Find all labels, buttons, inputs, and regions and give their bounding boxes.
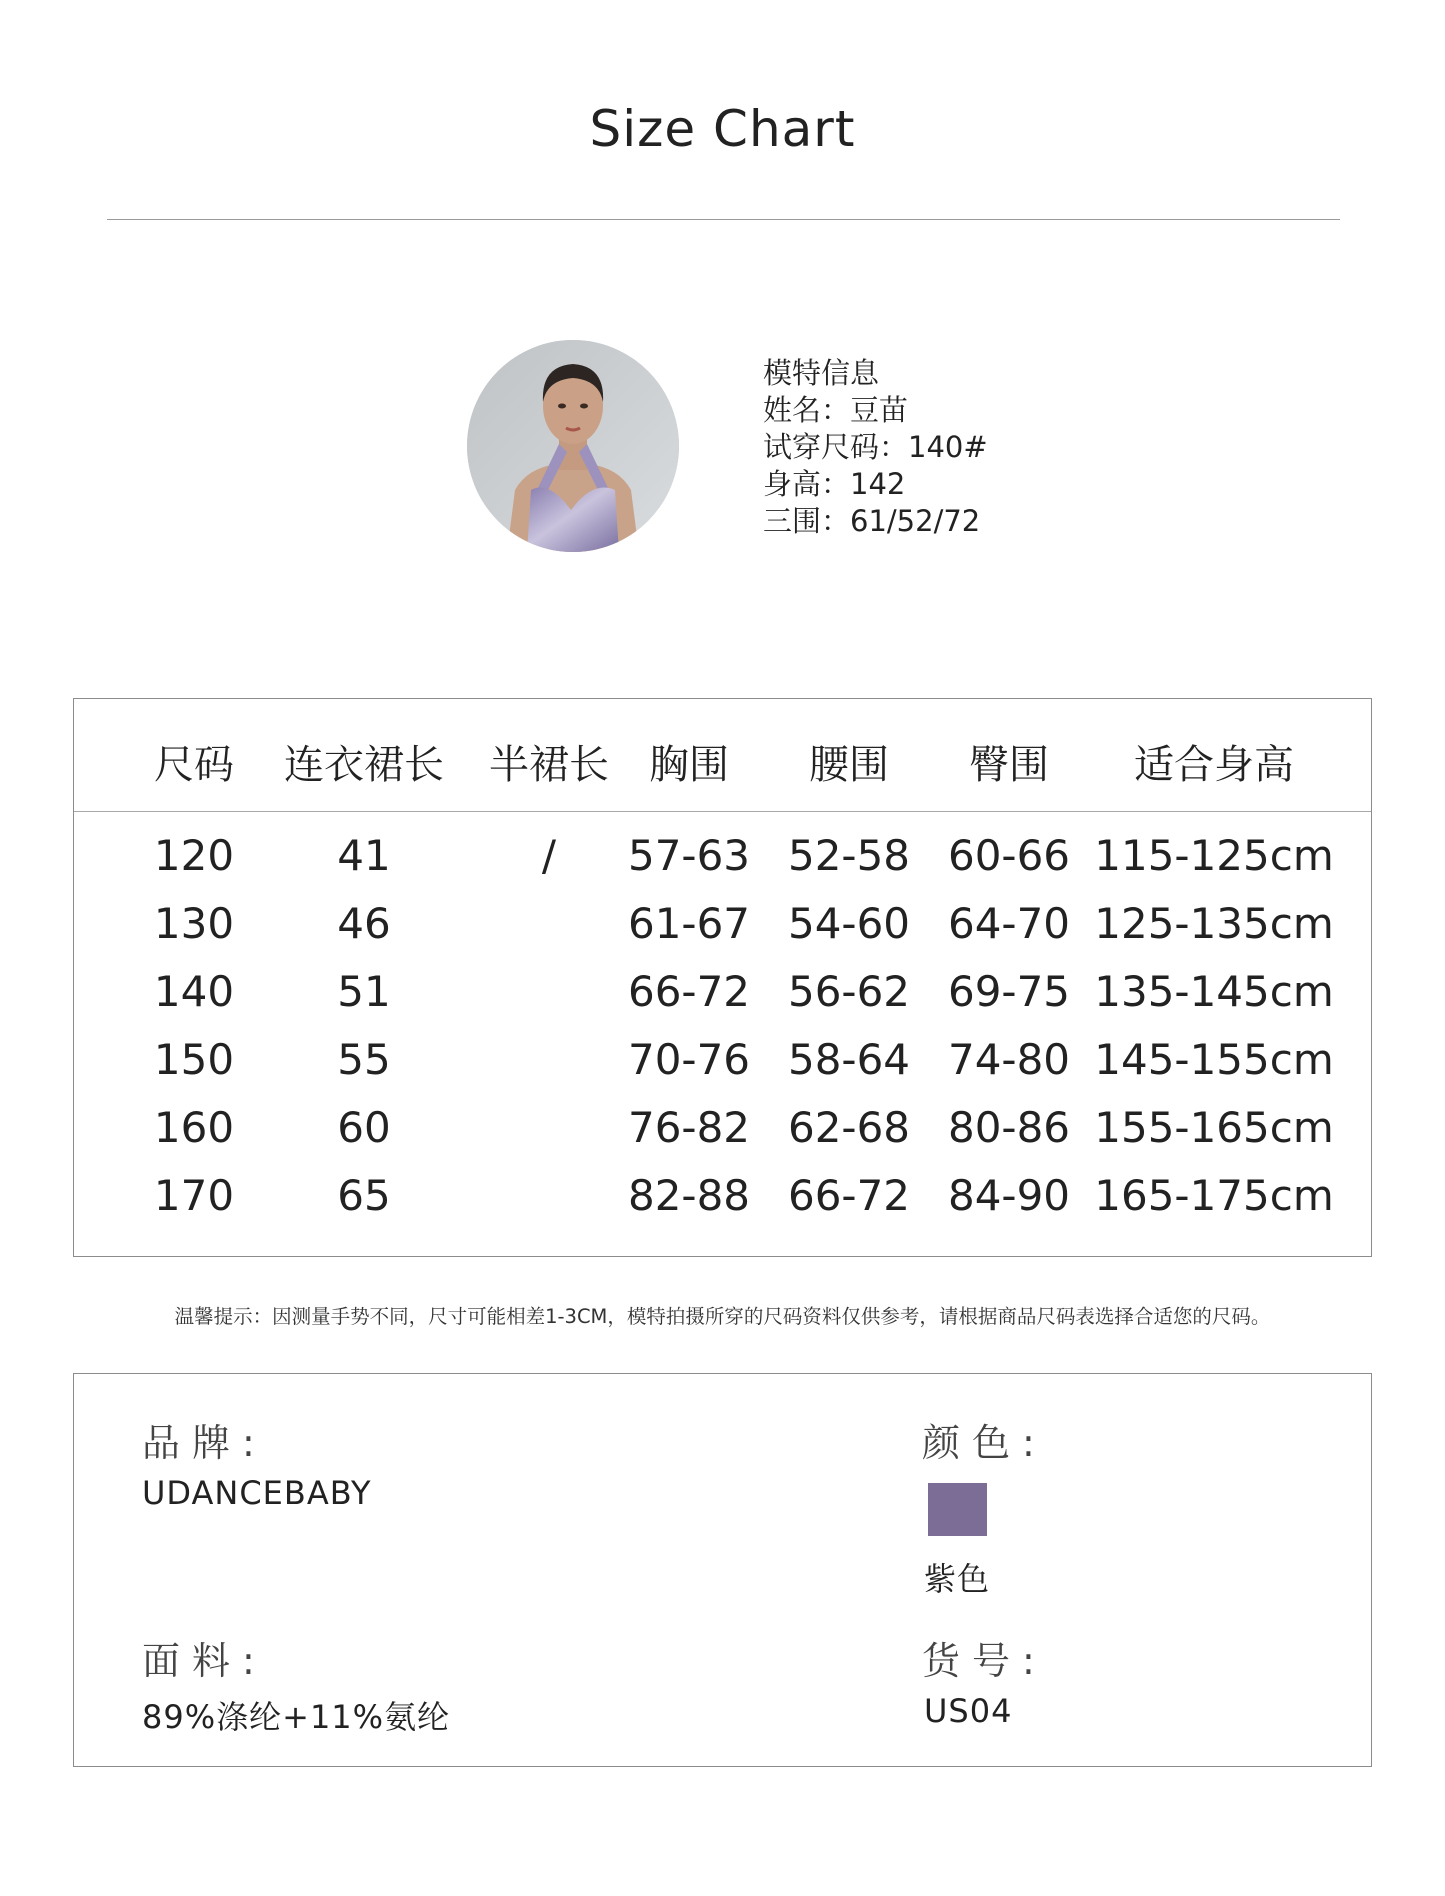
- brand-value: UDANCEBABY: [142, 1474, 372, 1512]
- table-cell: 165-175cm: [1094, 1171, 1334, 1220]
- model-info: [763, 355, 988, 540]
- fabric-label: 面料:: [142, 1639, 267, 1683]
- color-value: 紫色: [924, 1560, 991, 1598]
- table-cell: 58-64: [787, 1035, 911, 1084]
- model-size: 试穿尺码：140#: [763, 430, 988, 464]
- header-chest: 胸围: [649, 742, 729, 788]
- fabric-value: 89%涤纶+11%氨纶: [142, 1698, 451, 1736]
- table-cell: 170: [153, 1171, 235, 1220]
- table-cell: 76-82: [627, 1103, 751, 1152]
- page-title: Size Chart: [589, 100, 856, 158]
- size-note: 温馨提示：因测量手势不同，尺寸可能相差1-3CM，模特拍摄所穿的尺码资料仅供参考，请根据商品尺码表选择合适您的尺码。: [174, 1305, 1271, 1328]
- model-info-heading: 模特信息: [763, 356, 880, 390]
- header-fit-height: 适合身高: [1134, 742, 1294, 788]
- brand-label: 品牌:: [142, 1421, 267, 1465]
- model-avatar: [467, 340, 679, 552]
- table-cell: 56-62: [787, 967, 911, 1016]
- table-cell: 120: [153, 831, 235, 880]
- table-cell: 160: [153, 1103, 235, 1152]
- table-cell: 66-72: [627, 967, 751, 1016]
- header-waist: 腰围: [809, 742, 889, 788]
- table-cell: 145-155cm: [1094, 1035, 1334, 1084]
- table-cell: 64-70: [947, 899, 1071, 948]
- color-label: 颜色:: [922, 1421, 1047, 1465]
- table-cell: 52-58: [787, 831, 911, 880]
- table-cell: 60: [337, 1103, 391, 1152]
- table-cell: 135-145cm: [1094, 967, 1334, 1016]
- table-cell: 125-135cm: [1094, 899, 1334, 948]
- table-cell: 140: [153, 967, 235, 1016]
- table-cell: 46: [337, 899, 391, 948]
- model-measurements: 三围：61/52/72: [763, 504, 981, 538]
- table-cell: 54-60: [787, 899, 911, 948]
- sku-label: 货号:: [922, 1639, 1047, 1683]
- table-cell: 130: [153, 899, 235, 948]
- model-name: 姓名：豆苗: [763, 393, 909, 427]
- header-hip: 臀围: [969, 742, 1049, 788]
- table-cell: 155-165cm: [1094, 1103, 1334, 1152]
- table-cell: 62-68: [787, 1103, 911, 1152]
- size-table: [73, 698, 1372, 1257]
- table-cell: 74-80: [947, 1035, 1071, 1084]
- table-cell: 115-125cm: [1094, 831, 1334, 880]
- header-size: 尺码: [154, 742, 234, 788]
- table-cell: 41: [337, 831, 391, 880]
- product-info-box: [73, 1373, 1372, 1767]
- table-cell: 84-90: [947, 1171, 1071, 1220]
- table-cell: 150: [153, 1035, 235, 1084]
- table-cell: 57-63: [627, 831, 751, 880]
- title-divider: [107, 219, 1340, 220]
- model-photo-icon: [467, 340, 679, 552]
- table-cell: 61-67: [627, 899, 751, 948]
- model-height: 身高：142: [763, 467, 906, 501]
- header-dress-length: 连衣裙长: [284, 742, 444, 788]
- sku-value: US04: [924, 1692, 1013, 1730]
- header-skirt-length: 半裙长: [489, 742, 609, 788]
- table-cell: 70-76: [627, 1035, 751, 1084]
- table-cell: 55: [337, 1035, 391, 1084]
- table-cell: 51: [337, 967, 391, 1016]
- table-cell: 60-66: [947, 831, 1071, 880]
- table-cell: /: [541, 831, 557, 880]
- table-cell: 66-72: [787, 1171, 911, 1220]
- table-cell: 65: [337, 1171, 391, 1220]
- color-swatch[interactable]: [928, 1483, 987, 1536]
- table-cell: 82-88: [627, 1171, 751, 1220]
- table-cell: 80-86: [947, 1103, 1071, 1152]
- size-table-header: [74, 699, 1371, 812]
- table-cell: 69-75: [947, 967, 1071, 1016]
